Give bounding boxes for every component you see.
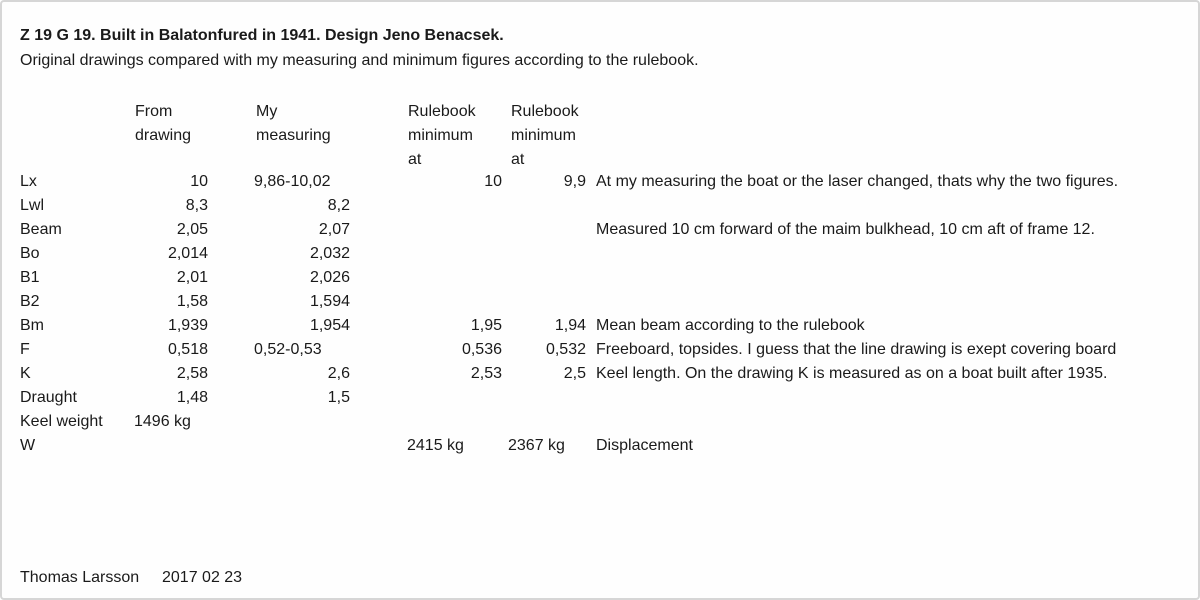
from-drawing-value: 2,014 — [167, 245, 208, 262]
header-my-measuring — [256, 100, 331, 148]
my-measuring-value: 0,52-0,53 — [254, 341, 322, 358]
my-measuring-value: 9,86-10,02 — [254, 173, 331, 190]
from-drawing-value: 0,518 — [167, 341, 208, 358]
row-label: Draught — [20, 389, 77, 406]
rulebook-minimum-2-value: 1,94 — [554, 317, 586, 334]
from-drawing-value: 2,05 — [176, 221, 208, 238]
header-rulebook-minimum-2 — [511, 100, 579, 172]
my-measuring-value: 8,2 — [327, 197, 350, 214]
my-measuring-value: 2,07 — [318, 221, 350, 238]
row-label: F — [20, 341, 30, 358]
row-label: Keel weight — [20, 413, 103, 430]
my-measuring-value: 1,594 — [309, 293, 350, 310]
rulebook-minimum-2-value: 2367 kg — [508, 437, 565, 454]
from-drawing-value: 1496 kg — [134, 413, 191, 430]
rulebook-minimum-2-value: 0,532 — [545, 341, 586, 358]
my-measuring-value: 2,026 — [309, 269, 350, 286]
rulebook-minimum-1-value: 2,53 — [470, 365, 502, 382]
row-note: Keel length. On the drawing K is measured as on a boat built after 1935. — [596, 365, 1108, 382]
header-line: My — [256, 103, 278, 120]
row-note: Displacement — [596, 437, 693, 454]
row-note: Measured 10 cm forward of the maim bulkhead, 10 cm aft of frame 12. — [596, 221, 1095, 238]
my-measuring-value: 2,6 — [327, 365, 350, 382]
footer-date: 2017 02 23 — [162, 569, 243, 586]
rulebook-minimum-1-value: 0,536 — [461, 341, 502, 358]
from-drawing-value: 2,01 — [176, 269, 208, 286]
from-drawing-value: 8,3 — [185, 197, 208, 214]
row-label: Bm — [20, 317, 44, 334]
row-note: Freeboard, topsides. I guess that the line drawing is exept covering board — [596, 341, 1117, 358]
header-line: Rulebook — [408, 103, 476, 120]
header-line: measuring — [256, 127, 331, 144]
row-label: B2 — [20, 293, 40, 310]
header-line: From — [135, 103, 173, 120]
row-label: Lwl — [20, 197, 45, 214]
row-label: B1 — [20, 269, 40, 286]
from-drawing-value: 1,48 — [176, 389, 208, 406]
row-note: Mean beam according to the rulebook — [596, 317, 865, 334]
header-line: at — [511, 151, 525, 168]
rulebook-minimum-2-value: 9,9 — [563, 173, 586, 190]
row-label: K — [20, 365, 31, 382]
my-measuring-value: 1,954 — [309, 317, 350, 334]
header-line: minimum — [408, 127, 473, 144]
rulebook-minimum-1-value: 1,95 — [470, 317, 502, 334]
row-label: Bo — [20, 245, 40, 262]
row-label: W — [20, 437, 36, 454]
row-label: Beam — [20, 221, 62, 238]
rulebook-minimum-1-value: 10 — [484, 173, 502, 190]
my-measuring-value: 2,032 — [309, 245, 350, 262]
document-subtitle: Original drawings compared with my measuring and minimum figures according to the rulebook. — [20, 52, 699, 69]
header-line: at — [408, 151, 422, 168]
header-line: minimum — [511, 127, 576, 144]
from-drawing-value: 1,58 — [176, 293, 208, 310]
header-line: drawing — [135, 127, 192, 144]
from-drawing-value: 2,58 — [176, 365, 208, 382]
document-title: Z 19 G 19. Built in Balatonfured in 1941. Design Jeno Benacsek. — [20, 27, 504, 44]
header-from-drawing — [135, 100, 191, 148]
rulebook-minimum-2-value: 2,5 — [563, 365, 586, 382]
header-line: Rulebook — [511, 103, 579, 120]
footer-author: Thomas Larsson — [20, 569, 140, 586]
my-measuring-value: 1,5 — [327, 389, 350, 406]
row-note: At my measuring the boat or the laser changed, thats why the two figures. — [596, 173, 1119, 190]
header-rulebook-minimum-1 — [408, 100, 476, 172]
row-label: Lx — [20, 173, 37, 190]
from-drawing-value: 1,939 — [167, 317, 208, 334]
rulebook-minimum-1-value: 2415 kg — [407, 437, 464, 454]
from-drawing-value: 10 — [190, 173, 208, 190]
